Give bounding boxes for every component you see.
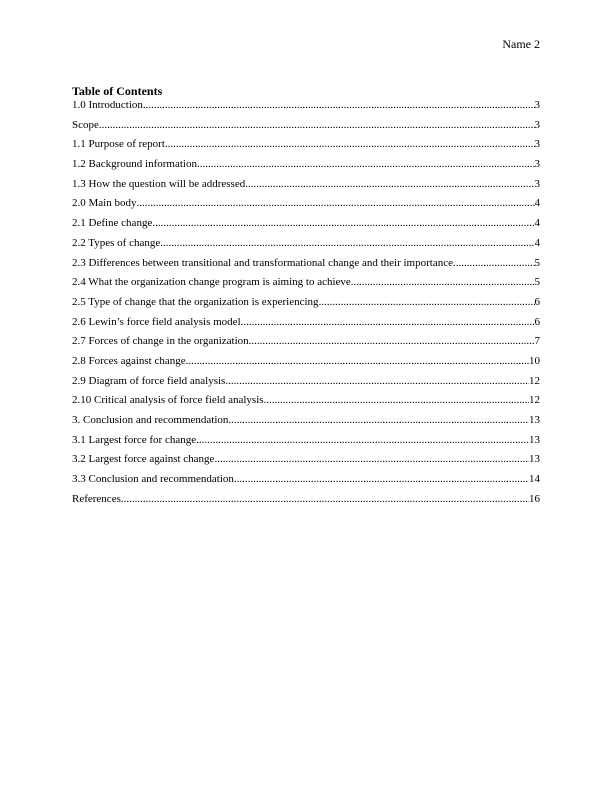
dot-leader [225,374,529,388]
toc-entry-how-question-addressed[interactable] [72,177,540,197]
toc-entry-label: 3.2 Largest force against change [72,453,215,466]
dot-leader [264,393,529,407]
dot-leader [214,452,529,466]
dot-leader [99,118,535,132]
toc-page-number: 4 [534,197,540,210]
dot-leader [152,216,534,230]
toc-page-number: 7 [534,335,540,348]
toc-entry-label: 2.7 Forces of change in the organization [72,335,249,348]
toc-entry-label: 2.1 Define change [72,217,153,230]
dot-leader [186,354,529,368]
toc-entry-introduction[interactable] [72,98,540,118]
toc-entry-types-of-change[interactable] [72,236,540,256]
toc-page-number: 3 [534,177,540,190]
toc-entry-label: Scope [72,118,99,131]
toc-page-number: 12 [529,374,540,387]
toc-entry-main-body[interactable] [72,196,540,216]
toc-entry-label: 2.2 Types of change [72,236,161,249]
toc-entry-label: 2.5 Type of change that the organization is experiencing [72,295,319,308]
toc-entry-conclusion-recommendation[interactable] [72,413,540,433]
toc-entry-differences-transitional-transformational[interactable] [72,256,540,276]
toc-entry-label: 1.3 How the question will be addressed [72,177,246,190]
toc-entry-label: 2.3 Differences between transitional and transformational change and their importance [72,256,453,269]
toc-page-number: 12 [529,394,540,407]
toc-entry-label: 2.4 What the organization change program is aiming to achieve [72,276,351,289]
toc-title: Table of Contents [72,84,163,98]
toc-entry-conclusion-recommendation-3-3[interactable] [72,472,540,492]
toc-entry-largest-force-for-change[interactable] [72,433,540,453]
dot-leader [143,98,535,112]
toc-entry-forces-against-change[interactable] [72,354,540,374]
toc-entry-define-change[interactable] [72,216,540,236]
toc-page-number: 5 [534,276,540,289]
toc-entry-label: 1.0 Introduction [72,99,143,111]
toc-entry-scope[interactable] [72,118,540,138]
toc-entry-type-of-change-experienced[interactable] [72,295,540,315]
toc-page-number: 3 [534,138,540,151]
toc-entry-label: 2.0 Main body [72,197,137,210]
toc-entry-largest-force-against-change[interactable] [72,452,540,472]
dot-leader [165,137,535,151]
dot-leader [453,256,535,270]
toc-page-number: 14 [529,473,540,486]
toc-list [72,98,540,511]
toc-page-number: 3 [534,118,540,131]
dot-leader [319,295,535,309]
toc-page-number: 13 [529,414,540,426]
table-of-contents [72,84,540,511]
toc-page-number: 13 [529,433,540,446]
toc-page-number: 13 [529,453,540,466]
toc-page-number: 6 [534,315,540,328]
running-head: Name 2 [502,37,540,51]
dot-leader [249,334,535,348]
toc-entry-diagram-force-field[interactable] [72,374,540,394]
toc-entry-label: 1.1 Purpose of report [72,138,165,151]
toc-entry-forces-of-change[interactable] [72,334,540,354]
dot-leader [234,472,529,486]
dot-leader [241,315,535,329]
toc-entry-label: 3. Conclusion and recommendation [72,414,229,426]
toc-page-number: 3 [534,158,540,171]
toc-entry-purpose-of-report[interactable] [72,137,540,157]
toc-entry-label: 1.2 Background information [72,158,197,171]
toc-page-number: 16 [529,492,540,505]
dot-leader [245,177,534,191]
toc-entry-label: 2.6 Lewin’s force field analysis model [72,315,241,328]
toc-entry-label: 2.10 Critical analysis of force field analysis [72,394,264,407]
toc-page-number: 4 [534,217,540,230]
dot-leader [197,157,535,171]
toc-page-number: 4 [534,236,540,249]
dot-leader [196,433,529,447]
dot-leader [228,413,529,427]
toc-entry-label: References [72,492,121,505]
toc-page-number: 5 [534,256,540,269]
toc-entry-references[interactable] [72,492,540,512]
dot-leader [136,196,534,210]
toc-page-number: 6 [534,295,540,308]
toc-entry-label: 2.9 Diagram of force field analysis [72,374,226,387]
toc-page-number: 3 [534,99,540,111]
toc-entry-background-information[interactable] [72,157,540,177]
toc-entry-lewins-model[interactable] [72,315,540,335]
dot-leader [160,236,534,250]
dot-leader [351,275,535,289]
toc-page-number: 10 [529,354,540,367]
toc-entry-label: 3.1 Largest force for change [72,433,197,446]
toc-entry-label: 3.3 Conclusion and recommendation [72,473,234,486]
toc-entry-change-program-aims[interactable] [72,275,540,295]
toc-entry-critical-analysis[interactable] [72,393,540,413]
dot-leader [121,492,529,506]
toc-entry-label: 2.8 Forces against change [72,354,186,367]
